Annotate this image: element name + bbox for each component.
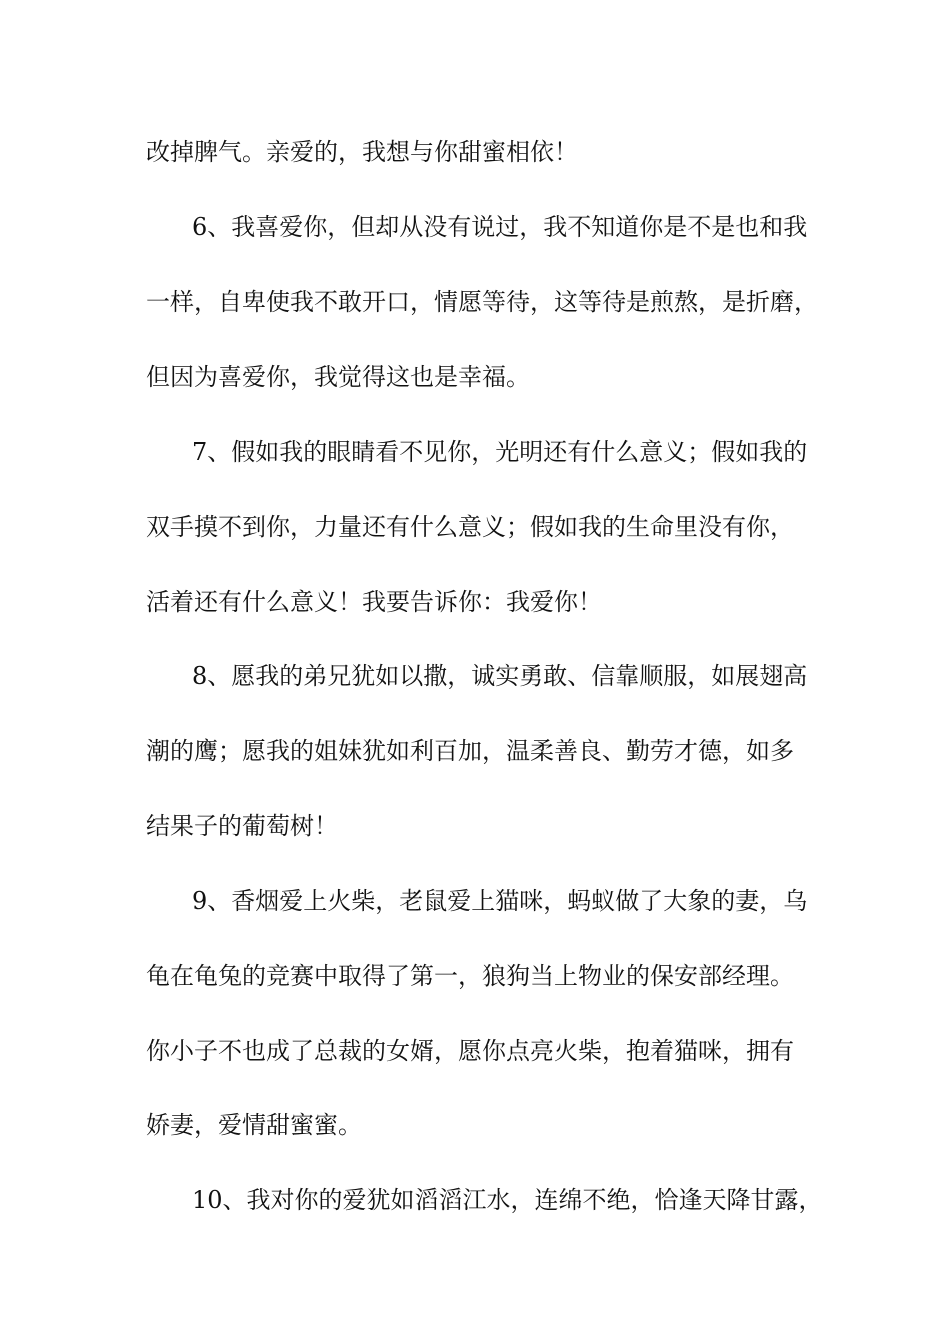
text-line: 结果子的葡萄树！ bbox=[146, 812, 338, 840]
text-line: 10、我对你的爱犹如滔滔江水，连绵不绝，恰逢天降甘露， bbox=[192, 1186, 823, 1214]
text-line: 改掉脾气。亲爱的，我想与你甜蜜相依！ bbox=[146, 138, 578, 166]
text-line: 7、假如我的眼睛看不见你，光明还有什么意义；假如我的 bbox=[192, 438, 808, 466]
text-line: 但因为喜爱你，我觉得这也是幸福。 bbox=[146, 363, 530, 391]
text-line: 6、我喜爱你，但却从没有说过，我不知道你是不是也和我 bbox=[192, 213, 808, 241]
text-line: 双手摸不到你，力量还有什么意义；假如我的生命里没有你， bbox=[146, 513, 794, 541]
text-line: 活着还有什么意义！我要告诉你：我爱你！ bbox=[146, 588, 602, 616]
text-line: 你小子不也成了总裁的女婿，愿你点亮火柴，抱着猫咪，拥有 bbox=[146, 1037, 794, 1065]
text-line: 潮的鹰；愿我的姐妹犹如利百加，温柔善良、勤劳才德，如多 bbox=[146, 737, 794, 765]
text-line: 娇妻，爱情甜蜜蜜。 bbox=[146, 1111, 362, 1139]
text-line: 9、香烟爱上火柴，老鼠爱上猫咪，蚂蚁做了大象的妻，乌 bbox=[192, 887, 808, 915]
text-line: 一样，自卑使我不敢开口，情愿等待，这等待是煎熬，是折磨， bbox=[146, 288, 818, 316]
text-line: 龟在龟兔的竞赛中取得了第一，狼狗当上物业的保安部经理。 bbox=[146, 962, 794, 990]
text-line: 8、愿我的弟兄犹如以撒，诚实勇敢、信靠顺服，如展翅高 bbox=[192, 662, 808, 690]
